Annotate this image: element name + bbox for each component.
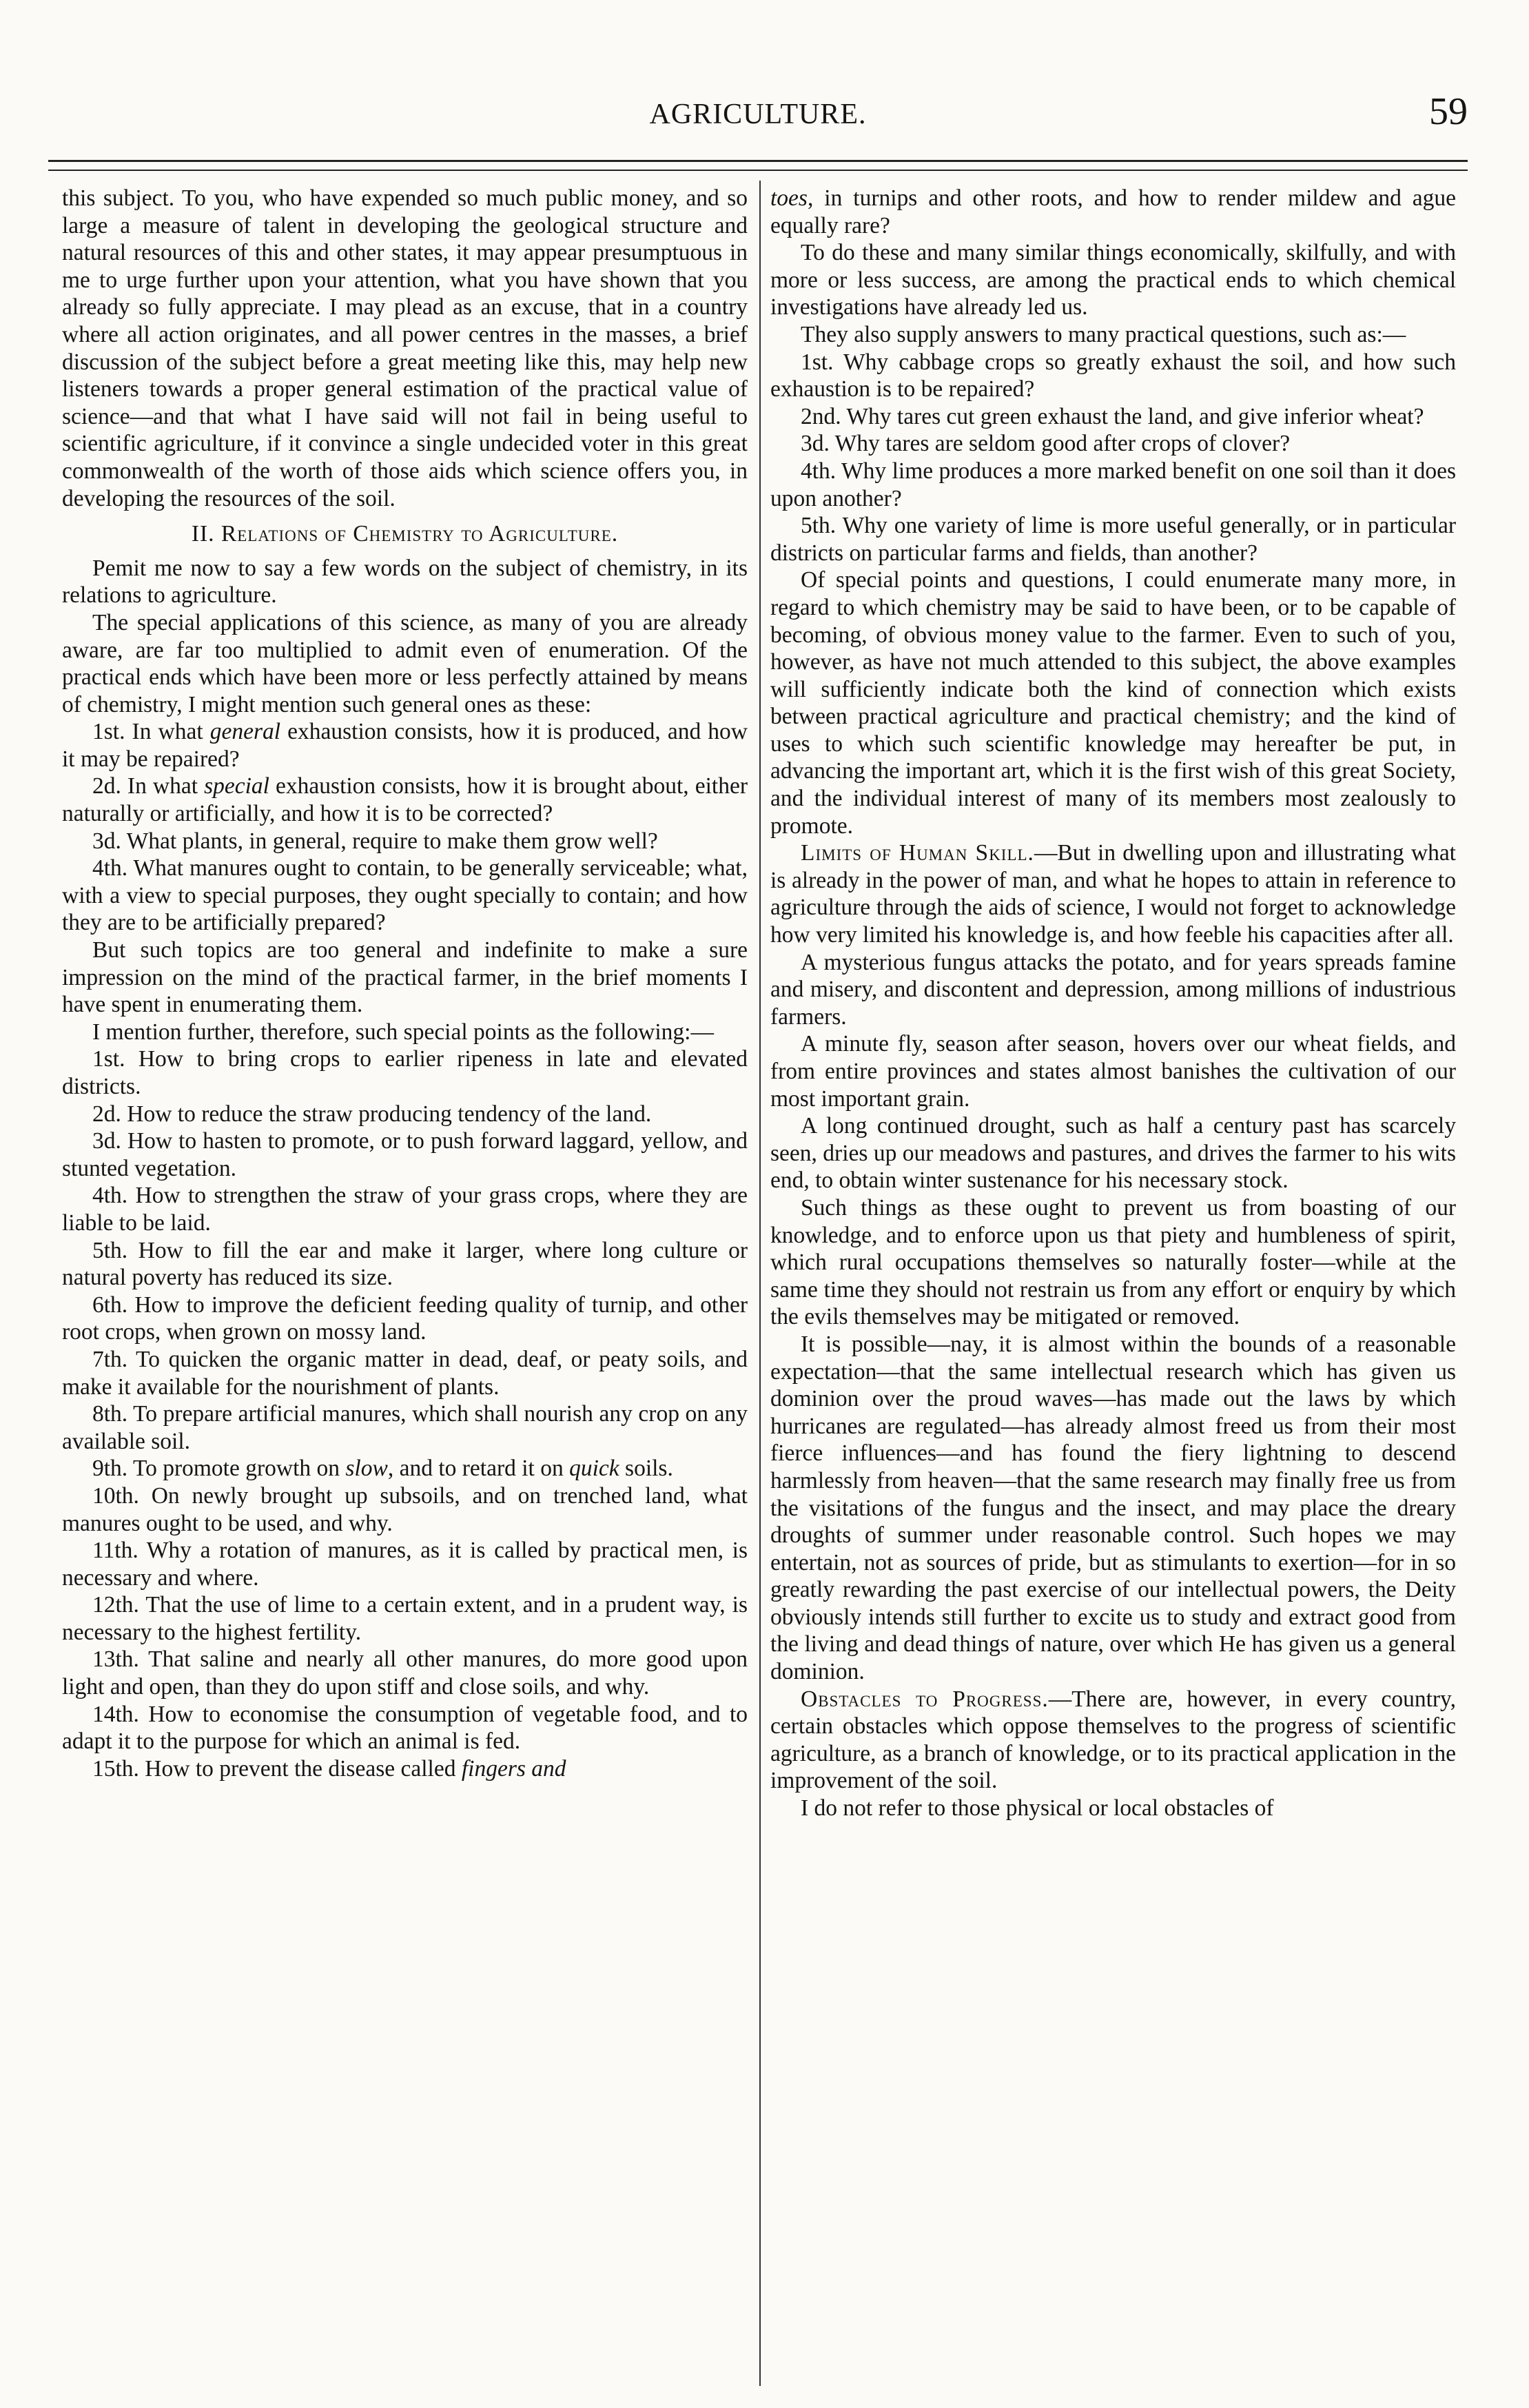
paragraph: 11th. Why a rotation of manures, as it is called by practical men, is necessary and where.: [62, 1538, 748, 1591]
paragraph: 6th. How to improve the deficient feeding quality of turnip, and other root crops, when grown on mossy land.: [62, 1292, 748, 1345]
paragraph: 9th. To promote growth on slow, and to retard it on quick soils.: [92, 1456, 673, 1482]
paragraph: 15th. How to prevent the disease called fingers and: [92, 1755, 566, 1782]
paragraph: 4th. What manures ought to contain, to be generally serviceable; what, with a view to special purposes, they ought specially to contain; and how they are to be artificially prepared?: [62, 855, 748, 936]
paragraph: 3d. How to hasten to promote, or to push forward laggard, yellow, and stunted vegetation.: [62, 1128, 748, 1181]
paragraph: 5th. Why one variety of lime is more useful generally, or in particular districts on particular farms and fields, than another?: [770, 513, 1456, 566]
paragraph: Of special points and questions, I could enumerate many more, in regard to which chemistry may be said to have been, or to be capable of becoming, of obvious money value to the farmer. Even to such of you, however, as have not much attended to this subject, the above examples will sufficiently indicate both the kind of connection which exists between practical agriculture and practical chemistry; and the kind of uses to which such scientific knowledge may hereafter be put, in advancing the important art, which it is the first wish of this great Society, and the individual interest of many of its members most zealously to promote.: [770, 567, 1456, 839]
paragraph: Such things as these ought to prevent us from boasting of our knowledge, and to enforce upon us that piety and humbleness of spirit, which rural occupations themselves so naturally foster—while at the same time they should not restrain us from any effort or enquiry by which the evils themselves may be mitigated or removed.: [770, 1194, 1456, 1330]
column-divider: [759, 181, 761, 2386]
paragraph: 4th. How to strengthen the straw of your grass crops, where they are liable to be laid.: [62, 1183, 748, 1236]
paragraph: 1st. How to bring crops to earlier ripeness in late and elevated districts.: [62, 1046, 748, 1099]
paragraph: this subject. To you, who have expended so much public money, and so large a measure of talent in developing the geological structure and natural resources of this and other states, it may appear presumptuous in me to urge further upon your attention, what you have shown that you already so fully appreciate. I may plead as an excuse, that in a country where all action originates, and all power centres in the masses, a brief discussion of the subject before a great meeting like this, may help new listeners towards a proper general estimation of the practical value of science—and that what I have said will not fail in being useful to scientific agriculture, if it convince a single undecided voter in this great commonwealth of the worth of those aids which science offers you, in developing the resources of the soil.: [62, 185, 748, 511]
paragraph: Pemit me now to say a few words on the subject of chemistry, in its relations to agriculture.: [62, 555, 748, 609]
emphasis: general: [209, 719, 281, 745]
running-header: [48, 90, 1468, 145]
paragraph: 5th. How to fill the ear and make it larger, where long culture or natural poverty has reduced its size.: [62, 1237, 748, 1291]
paragraph: 3d. Why tares are seldom good after crops of clover?: [801, 431, 1291, 457]
paragraph: It is possible—nay, it is almost within the bounds of a reasonable expectation—that the same intellectual research which has given us dominion over the proud waves—has made out the laws by which hurricanes are regulated—has already almost freed us from their most fierce influences—and has found the fiery lightning to descend harmlessly from heaven—that the same research may finally free us from the visitations of the fungus and the insect, and may place the dreary droughts of summer under reasonable control. Such hopes we may entertain, not as sources of pride, but as stimulants to exertion—for in so greatly rewarding the past exercise of our intellectual powers, the Deity obviously intends still further to excite us to study and extract good from the living and dead things of nature, over which He has given us a general dominion.: [770, 1331, 1456, 1685]
paragraph-lead: Limits of Human Skill.: [801, 840, 1034, 866]
paragraph: 12th. That the use of lime to a certain extent, and in a prudent way, is necessary to the highest fertility.: [62, 1592, 748, 1645]
paragraph: To do these and many similar things economically, skilfully, and with more or less success, are among the practical ends to which chemical investigations have already led us.: [770, 240, 1456, 320]
paragraph: 1st. In what general exhaustion consists, how it is produced, and how it may be repaired?: [62, 719, 748, 772]
paragraph: They also supply answers to many practical questions, such as:—: [801, 321, 1406, 347]
paragraph: The special applications of this science, as many of you are already aware, are far too multiplied to admit even of enumeration. Of the practical ends which have been more or less perfectly attained by means of chemistry, I might mention such general ones as these:: [62, 609, 748, 717]
paragraph: 2d. In what special exhaustion consists, how it is brought about, either naturally or artificially, and how it is to be corrected?: [62, 773, 748, 827]
header-rule-thin: [48, 170, 1468, 171]
section-heading: II. Relations of Chemistry to Agriculture.: [191, 521, 619, 547]
emphasis: special: [204, 773, 269, 799]
emphasis: fingers and: [461, 1755, 566, 1782]
paragraph: A long continued drought, such as half a century past has scarcely seen, dries up our meadows and pastures, and drives the farmer to his wits end, to obtain winter sustenance for his necessary stock.: [770, 1113, 1456, 1194]
paragraph: A mysterious fungus attacks the potato, and for years spreads famine and misery, and discontent and depression, among millions of industrious farmers.: [770, 949, 1456, 1030]
paragraph: 7th. To quicken the organic matter in dead, deaf, or peaty soils, and make it available for the nourishment of plants.: [62, 1346, 748, 1400]
paragraph: 4th. Why lime produces a more marked benefit on one soil than it does upon another?: [770, 458, 1456, 511]
paragraph: 10th. On newly brought up subsoils, and on trenched land, what manures ought to be used, and why.: [62, 1482, 748, 1536]
paragraph: 1st. Why cabbage crops so greatly exhaust the soil, and how such exhaustion is to be repaired?: [770, 349, 1456, 402]
page-number: 59: [1429, 90, 1468, 133]
paragraph: Obstacles to Progress.—There are, however, in every country, certain obstacles which oppose themselves to the progress of scientific agriculture, as a branch of knowledge, or to its practical application in the improvement of the soil.: [770, 1686, 1456, 1794]
emphasis: quick: [569, 1456, 619, 1482]
paragraph: 13th. That saline and nearly all other manures, do more good upon light and open, than they do upon stiff and close soils, and why.: [62, 1646, 748, 1700]
paragraph: 3d. What plants, in general, require to make them grow well?: [92, 828, 658, 854]
paragraph: I do not refer to those physical or local obstacles of: [801, 1795, 1274, 1822]
header-rule: [48, 160, 1468, 162]
paragraph: I mention further, therefore, such special points as the following:—: [92, 1019, 714, 1045]
emphasis: slow: [345, 1456, 388, 1482]
paragraph: 14th. How to economise the consumption of vegetable food, and to adapt it to the purpose for which an animal is fed.: [62, 1701, 748, 1755]
paragraph: 2nd. Why tares cut green exhaust the land, and give inferior wheat?: [801, 403, 1424, 429]
paragraph: A minute fly, season after season, hovers over our wheat fields, and from entire provinces and states almost banishes the cultivation of our most important grain.: [770, 1031, 1456, 1112]
emphasis: toes: [770, 185, 808, 211]
paragraph: 8th. To prepare artificial manures, which shall nourish any crop on any available soil.: [62, 1401, 748, 1454]
paragraph: 2d. How to reduce the straw producing tendency of the land.: [92, 1101, 652, 1127]
right-column: [770, 185, 1456, 1822]
left-column: [62, 185, 748, 1782]
paragraph-lead: Obstacles to Progress.: [801, 1686, 1049, 1712]
paragraph: But such topics are too general and indefinite to make a sure impression on the mind of the practical farmer, in the brief moments I have spent in enumerating them.: [62, 937, 748, 1018]
page-title: AGRICULTURE.: [649, 99, 867, 130]
paragraph: toes, in turnips and other roots, and how to render mildew and ague equally rare?: [770, 185, 1456, 238]
paragraph: Limits of Human Skill.—But in dwelling upon and illustrating what is already in the power of man, and what he hopes to attain in reference to agriculture through the aids of science, I would not forget to acknowledge how very limited his knowledge is, and how feeble his capacities after all.: [770, 840, 1456, 948]
